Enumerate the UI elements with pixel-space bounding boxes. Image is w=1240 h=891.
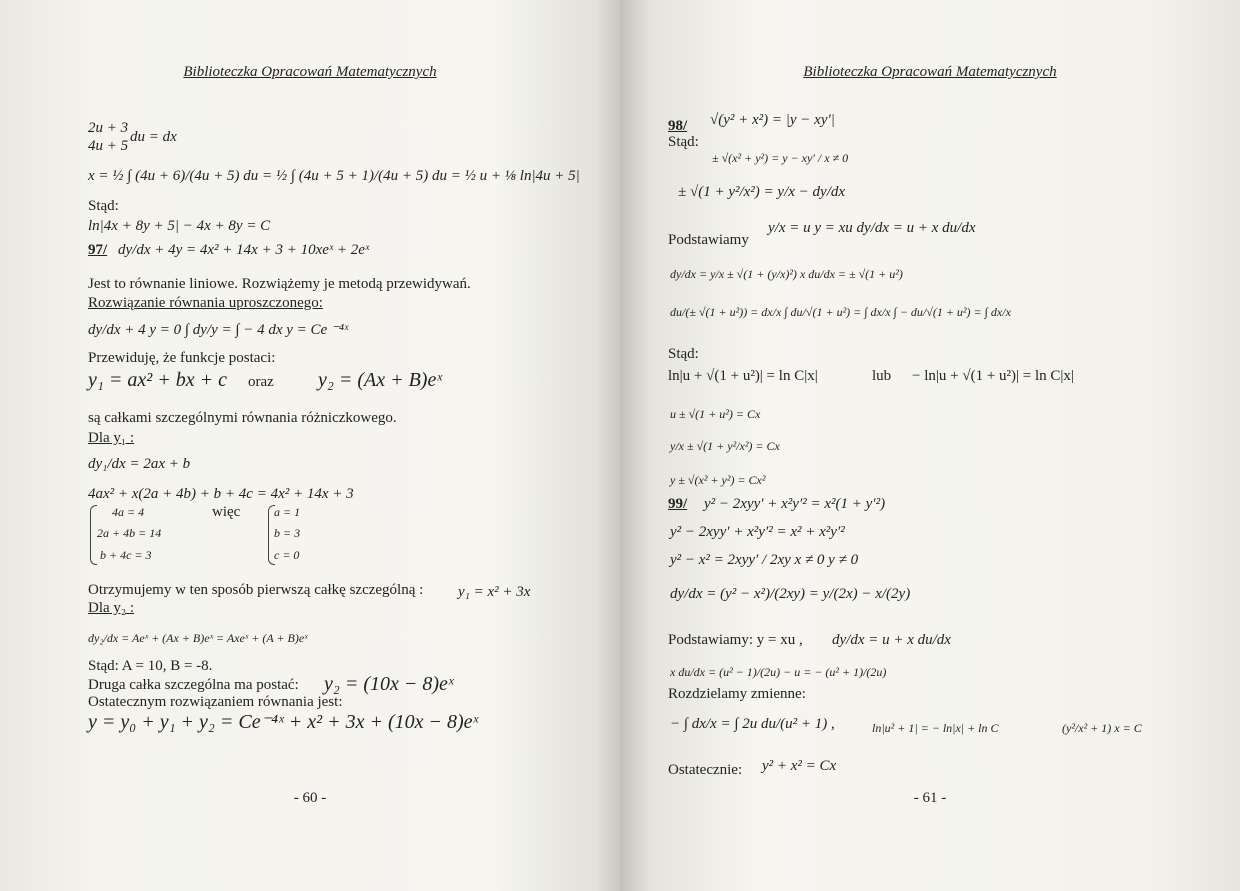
result-c: c = 0 — [274, 548, 300, 562]
eq-homogeneous: dy/dx + 4 y = 0 ∫ dy/y = ∫ − 4 dx y = Ce ⁻⁴ˣ — [88, 322, 349, 338]
eq-problem-99: y² − 2xyy′ + x²y′² = x²(1 + y′²) — [704, 496, 886, 512]
eq-fraction-num: 2u + 3 — [88, 120, 129, 136]
text-ostatecznie: Ostatecznie: — [668, 762, 743, 778]
problem-99-number: 99/ — [668, 496, 688, 512]
text-wiec: więc — [212, 504, 241, 520]
text-simplified-solution: Rozwiązanie równania uproszczonego: — [88, 295, 323, 311]
eq-fraction-den: 4u + 5 — [88, 138, 129, 154]
system-brace-left — [90, 505, 97, 565]
text-final-solution: Ostatecznym rozwiązaniem równania jest: — [88, 694, 343, 710]
stad-label: Stąd: — [88, 198, 119, 214]
text-constants: Stąd: A = 10, B = -8. — [88, 658, 213, 674]
problem-98-number: 98/ — [668, 118, 688, 134]
eq-98-result: y ± √(x² + y²) = Cx² — [670, 473, 766, 487]
eq-99-log: ln|u² + 1| = − ln|x| + ln C — [872, 721, 999, 735]
eq-substitution-integral: x = ½ ∫ (4u + 6)/(4u + 5) du = ½ ∫ (4u + 5 + 1)/(4u + 5) du = ½ u + ⅛ ln|4u + 5| — [88, 168, 580, 184]
text-podstawiamy: Podstawiamy — [668, 232, 749, 248]
text-particular-integrals: są całkami szczególnymi równania różniczkowego. — [88, 410, 397, 426]
eq-dy1: dy₁/dx = 2ax + b — [88, 456, 191, 472]
text-lub: lub — [872, 368, 892, 384]
text-for-y2: Dla y₂ : — [88, 600, 135, 616]
text-first-particular: Otrzymujemy w ten sposób pierwszą całkę szczególną : — [88, 582, 424, 598]
text-separate-variables: Rozdzielamy zmienne: — [668, 686, 806, 702]
eq-y2-form: y₂ = (Ax + B)eˣ — [318, 369, 442, 391]
eq-98-step1: ± √(x² + y²) = y − xy′ / x ≠ 0 — [712, 151, 849, 165]
eq-y1-form: y₁ = ax² + bx + c — [88, 369, 227, 391]
eq-98-log2: − ln|u + √(1 + u²)| = ln C|x| — [912, 368, 1074, 384]
eq-98-separation: du/(± √(1 + u²)) = dx/x ∫ du/√(1 + u²) = ∫ dx/x ∫ − du/√(1 + u²) = ∫ dx/x — [670, 305, 1011, 319]
text-podstawiamy-2: Podstawiamy: y = xu , — [668, 632, 803, 648]
text-oraz: oraz — [248, 374, 274, 390]
eq-98-step3: dy/dx = y/x ± √(1 + (y/x)²) x du/dx = ± √(1 + u²) — [670, 267, 903, 281]
eq-99-implicit: (y²/x² + 1) x = C — [1062, 721, 1142, 735]
system-eq-2: 2a + 4b = 14 — [97, 526, 162, 540]
eq-98-substitution: y/x = u y = xu dy/dx = u + x du/dx — [768, 220, 976, 236]
eq-y1-result: y₁ = x² + 3x — [458, 584, 531, 600]
eq-99-final: y² + x² = Cx — [762, 758, 837, 774]
stad-label-1: Stąd: — [668, 134, 699, 150]
problem-97-number: 97/ — [88, 242, 108, 258]
right-running-header: Biblioteczka Opracowań Matematycznych — [803, 64, 1057, 80]
eq-final-solution: y = y₀ + y₁ + y₂ = Ce⁻⁴ˣ + x² + 3x + (10x − 8)eˣ — [88, 711, 479, 733]
text-second-particular: Druga całka szczególna ma postać: — [88, 677, 299, 693]
eq-dy2: dy₂/dx = Aeˣ + (Ax + B)eˣ = Axeˣ + (A + B)eˣ — [88, 631, 308, 645]
right-page — [620, 0, 1240, 891]
right-page-number: - 61 - — [913, 790, 947, 806]
text-prediction: Przewiduję, że funkcje postaci: — [88, 350, 276, 366]
stad-label-2: Stąd: — [668, 346, 699, 362]
result-b: b = 3 — [274, 526, 301, 540]
eq-99-step2: y² − x² = 2xyy′ / 2xy x ≠ 0 y ≠ 0 — [670, 552, 859, 568]
result-a: a = 1 — [274, 505, 301, 519]
eq-problem-97: dy/dx + 4y = 4x² + 14x + 3 + 10xeˣ + 2eˣ — [118, 242, 370, 258]
eq-general-solution: ln|4x + 8y + 5| − 4x + 8y = C — [88, 218, 271, 234]
eq-problem-98: √(y² + x²) = |y − xy′| — [710, 112, 835, 128]
eq-99-integral: − ∫ dx/x = ∫ 2u du/(u² + 1) , — [670, 716, 835, 732]
eq-98-step4: u ± √(1 + u²) = Cx — [670, 407, 761, 421]
text-linear-equation: Jest to równanie liniowe. Rozwiążemy je metodą przewidywań. — [88, 276, 471, 292]
eq-98-step5: y/x ± √(1 + y²/x²) = Cx — [670, 439, 780, 453]
eq-99-step1: y² − 2xyy′ + x²y′² = x² + x²y′² — [670, 524, 845, 540]
eq-98-step2: ± √(1 + y²/x²) = y/x − dy/dx — [678, 184, 846, 200]
left-running-header: Biblioteczka Opracowań Matematycznych — [183, 64, 437, 80]
eq-98-log1: ln|u + √(1 + u²)| = ln C|x| — [668, 368, 818, 384]
eq-coefficient-compare: 4ax² + x(2a + 4b) + b + 4c = 4x² + 14x + 3 — [88, 486, 354, 502]
system-eq-1: 4a = 4 — [112, 505, 145, 519]
eq-y2-result: y₂ = (10x − 8)eˣ — [324, 673, 454, 695]
system-eq-3: b + 4c = 3 — [100, 548, 152, 562]
eq-99-step4: x du/dx = (u² − 1)/(2u) − u = − (u² + 1)/(2u) — [670, 665, 887, 679]
eq-99-step3: dy/dx = (y² − x²)/(2xy) = y/(2x) − x/(2y) — [670, 586, 911, 602]
left-page-number: - 60 - — [293, 790, 327, 806]
text-for-y1: Dla y₁ : — [88, 430, 135, 446]
eq-99-substitution: dy/dx = u + x du/dx — [832, 632, 951, 648]
eq-fraction-rest: du = dx — [130, 129, 177, 145]
